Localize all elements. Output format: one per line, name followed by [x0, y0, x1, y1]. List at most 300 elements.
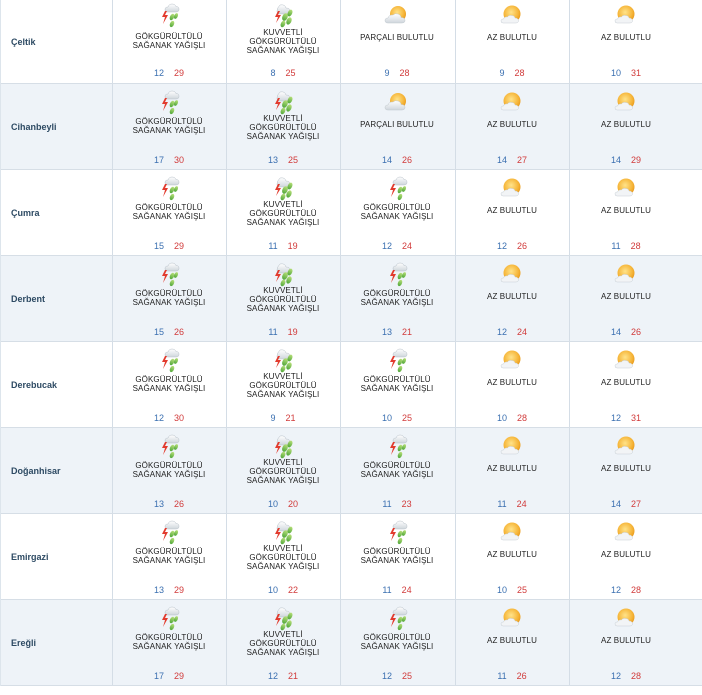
- condition-line: KUVVETLİ: [263, 544, 303, 553]
- heavy-thunder-shower-icon: [270, 520, 296, 546]
- condition-line: AZ BULUTLU: [487, 550, 537, 559]
- temperature-range: [341, 327, 453, 337]
- mostly-sunny-icon: [499, 262, 525, 288]
- temperature-range: [227, 499, 339, 509]
- mostly-sunny-icon: [499, 176, 525, 202]
- forecast-cell: [569, 84, 682, 169]
- temperature-range: [570, 671, 682, 681]
- condition-text: [113, 461, 225, 479]
- temperature-range: [570, 499, 682, 509]
- thunder-shower-icon: [384, 606, 410, 632]
- condition-line: KUVVETLİ: [263, 28, 303, 37]
- min-temperature: 14: [610, 499, 621, 509]
- mostly-sunny-icon: [499, 520, 525, 546]
- min-temperature: 13: [153, 499, 164, 509]
- thunder-shower-icon: [156, 434, 182, 460]
- condition-line: GÖKGÜRÜLTÜLÜ: [363, 461, 431, 470]
- condition-text: [456, 33, 568, 42]
- max-temperature: 24: [517, 327, 528, 337]
- forecast-cell: [112, 514, 225, 599]
- max-temperature: 25: [402, 671, 413, 681]
- max-temperature: 24: [516, 499, 527, 509]
- condition-text: [570, 464, 682, 473]
- temperature-range: [113, 68, 225, 78]
- max-temperature: 28: [631, 671, 642, 681]
- condition-line: GÖKGÜRÜLTÜLÜ: [135, 203, 203, 212]
- max-temperature: 24: [401, 585, 412, 595]
- min-temperature: 10: [381, 413, 392, 423]
- condition-line: AZ BULUTLU: [601, 550, 651, 559]
- condition-line: AZ BULUTLU: [601, 120, 651, 129]
- forecast-cell: [455, 342, 568, 427]
- min-temperature: 11: [497, 499, 507, 509]
- min-temperature: 13: [153, 585, 164, 595]
- condition-text: [341, 120, 453, 129]
- min-temperature: 17: [153, 155, 164, 165]
- temperature-range: [456, 413, 568, 423]
- condition-line: GÖKGÜRÜLTÜLÜ: [135, 461, 203, 470]
- forecast-cell: [226, 170, 339, 255]
- condition-line: AZ BULUTLU: [601, 292, 651, 301]
- city-name[interactable]: Derbent: [11, 293, 46, 304]
- condition-line: AZ BULUTLU: [487, 33, 537, 42]
- forecast-cell: [112, 0, 225, 83]
- forecast-cell: [226, 84, 339, 169]
- condition-line: SAĞANAK YAĞIŞLI: [132, 642, 206, 651]
- condition-line: GÖKGÜRÜLTÜLÜ: [363, 375, 431, 384]
- forecast-cell: [569, 170, 682, 255]
- temperature-range: [456, 585, 568, 595]
- forecast-row: [1, 84, 702, 170]
- condition-line: AZ BULUTLU: [601, 206, 651, 215]
- heavy-thunder-shower-icon: [270, 90, 296, 116]
- forecast-cell: [112, 84, 225, 169]
- condition-line: KUVVETLİ: [263, 458, 303, 467]
- condition-text: [341, 289, 453, 307]
- max-temperature: 29: [174, 68, 185, 78]
- heavy-thunder-shower-icon: [270, 606, 296, 632]
- condition-line: KUVVETLİ: [263, 114, 303, 123]
- condition-line: SAĞANAK YAĞIŞLI: [246, 46, 320, 55]
- min-temperature: 12: [381, 671, 392, 681]
- condition-text: [113, 633, 225, 651]
- max-temperature: 29: [174, 241, 185, 251]
- forecast-cell: [340, 342, 453, 427]
- min-temperature: 14: [610, 155, 621, 165]
- condition-line: KUVVETLİ: [263, 200, 303, 209]
- condition-line: AZ BULUTLU: [487, 464, 537, 473]
- forecast-cell: [569, 256, 682, 341]
- city-name[interactable]: Çeltik: [11, 36, 36, 47]
- condition-line: SAĞANAK YAĞIŞLI: [360, 470, 434, 479]
- condition-line: SAĞANAK YAĞIŞLI: [246, 648, 320, 657]
- mostly-sunny-icon: [499, 348, 525, 374]
- min-temperature: 12: [610, 413, 621, 423]
- min-temperature: 9: [384, 68, 390, 78]
- max-temperature: 28: [514, 68, 525, 78]
- temperature-range: [227, 155, 339, 165]
- forecast-row: [1, 514, 702, 600]
- condition-line: GÖKGÜRÜLTÜLÜ: [135, 375, 203, 384]
- condition-text: [227, 372, 339, 399]
- forecast-cell: [226, 342, 339, 427]
- heavy-thunder-shower-icon: [270, 3, 296, 29]
- condition-text: [570, 292, 682, 301]
- temperature-range: [227, 585, 339, 595]
- max-temperature: 29: [174, 671, 185, 681]
- temperature-range: [113, 671, 225, 681]
- condition-line: SAĞANAK YAĞIŞLI: [246, 132, 320, 141]
- city-name[interactable]: Doğanhisar: [11, 465, 61, 476]
- condition-line: GÖKGÜRÜLTÜLÜ: [135, 547, 203, 556]
- condition-line: SAĞANAK YAĞIŞLI: [246, 218, 320, 227]
- thunder-shower-icon: [156, 520, 182, 546]
- condition-line: SAĞANAK YAĞIŞLI: [132, 298, 206, 307]
- partly-cloudy-icon: [384, 90, 410, 116]
- condition-text: [341, 547, 453, 565]
- temperature-range: [113, 585, 225, 595]
- min-temperature: 15: [153, 327, 164, 337]
- min-temperature: 11: [382, 585, 392, 595]
- forecast-cell: [455, 428, 568, 513]
- condition-line: GÖKGÜRÜLTÜLÜ: [249, 553, 317, 562]
- max-temperature: 28: [631, 585, 642, 595]
- min-temperature: 11: [268, 327, 278, 337]
- max-temperature: 26: [517, 241, 528, 251]
- forecast-cell: [455, 514, 568, 599]
- mostly-sunny-icon: [499, 606, 525, 632]
- mostly-sunny-icon: [613, 3, 639, 29]
- condition-line: AZ BULUTLU: [601, 378, 651, 387]
- forecast-cell: [569, 342, 682, 427]
- temperature-range: [113, 241, 225, 251]
- temperature-range: [570, 68, 682, 78]
- thunder-shower-icon: [156, 606, 182, 632]
- max-temperature: 28: [630, 241, 641, 251]
- thunder-shower-icon: [384, 262, 410, 288]
- temperature-range: [456, 155, 568, 165]
- temperature-range: [341, 241, 453, 251]
- max-temperature: 25: [402, 413, 413, 423]
- max-temperature: 30: [174, 155, 185, 165]
- min-temperature: 10: [267, 499, 278, 509]
- temperature-range: [227, 68, 339, 78]
- temperature-range: [341, 499, 453, 509]
- condition-text: [113, 32, 225, 50]
- temperature-range: [341, 413, 453, 423]
- condition-text: [456, 464, 568, 473]
- min-temperature: 11: [382, 499, 392, 509]
- forecast-cell: [340, 600, 453, 685]
- condition-line: SAĞANAK YAĞIŞLI: [132, 41, 206, 50]
- condition-text: [227, 114, 339, 141]
- temperature-range: [570, 585, 682, 595]
- max-temperature: 21: [285, 413, 296, 423]
- condition-text: [227, 544, 339, 571]
- max-temperature: 25: [285, 68, 296, 78]
- temperature-range: [456, 241, 568, 251]
- condition-text: [113, 203, 225, 221]
- condition-text: [341, 203, 453, 221]
- thunder-shower-icon: [156, 348, 182, 374]
- min-temperature: 13: [267, 155, 278, 165]
- thunder-shower-icon: [384, 348, 410, 374]
- condition-line: GÖKGÜRÜLTÜLÜ: [363, 203, 431, 212]
- forecast-cell: [340, 84, 453, 169]
- condition-line: GÖKGÜRÜLTÜLÜ: [363, 633, 431, 642]
- min-temperature: 12: [496, 241, 507, 251]
- max-temperature: 29: [174, 585, 185, 595]
- max-temperature: 24: [402, 241, 413, 251]
- forecast-row: [1, 428, 702, 514]
- forecast-cell: [226, 428, 339, 513]
- temperature-range: [227, 327, 339, 337]
- condition-text: [456, 292, 568, 301]
- condition-text: [227, 28, 339, 55]
- max-temperature: 25: [517, 585, 528, 595]
- forecast-cell: [455, 256, 568, 341]
- max-temperature: 31: [631, 68, 642, 78]
- forecast-cell: [226, 600, 339, 685]
- min-temperature: 10: [267, 585, 278, 595]
- thunder-shower-icon: [156, 176, 182, 202]
- min-temperature: 12: [610, 585, 621, 595]
- temperature-range: [570, 155, 682, 165]
- temperature-range: [456, 327, 568, 337]
- condition-line: KUVVETLİ: [263, 286, 303, 295]
- condition-line: GÖKGÜRÜLTÜLÜ: [249, 467, 317, 476]
- temperature-range: [341, 585, 453, 595]
- min-temperature: 12: [153, 68, 164, 78]
- thunder-shower-icon: [384, 176, 410, 202]
- forecast-row: [1, 342, 702, 428]
- min-temperature: 10: [610, 68, 621, 78]
- min-temperature: 12: [153, 413, 164, 423]
- forecast-cell: [226, 514, 339, 599]
- forecast-cell: [226, 256, 339, 341]
- condition-line: SAĞANAK YAĞIŞLI: [246, 476, 320, 485]
- temperature-range: [227, 671, 339, 681]
- temperature-range: [113, 327, 225, 337]
- city-name[interactable]: Cihanbeyli: [11, 121, 57, 132]
- forecast-row: [1, 170, 702, 256]
- min-temperature: 12: [381, 241, 392, 251]
- condition-line: GÖKGÜRÜLTÜLÜ: [249, 209, 317, 218]
- condition-line: PARÇALI BULUTLU: [360, 120, 434, 129]
- city-name[interactable]: Ereğli: [11, 637, 37, 648]
- condition-text: [113, 117, 225, 135]
- max-temperature: 26: [402, 155, 413, 165]
- condition-line: GÖKGÜRÜLTÜLÜ: [249, 37, 317, 46]
- forecast-cell: [569, 514, 682, 599]
- thunder-shower-icon: [156, 90, 182, 116]
- condition-line: AZ BULUTLU: [487, 120, 537, 129]
- city-name[interactable]: Emirgazi: [11, 551, 49, 562]
- forecast-cell: [455, 600, 568, 685]
- temperature-range: [341, 68, 453, 78]
- min-temperature: 12: [610, 671, 621, 681]
- min-temperature: 12: [496, 327, 507, 337]
- mostly-sunny-icon: [499, 3, 525, 29]
- condition-line: SAĞANAK YAĞIŞLI: [132, 556, 206, 565]
- max-temperature: 27: [517, 155, 528, 165]
- forecast-row: [1, 256, 702, 342]
- condition-text: [570, 33, 682, 42]
- heavy-thunder-shower-icon: [270, 434, 296, 460]
- condition-line: GÖKGÜRÜLTÜLÜ: [135, 117, 203, 126]
- condition-text: [341, 461, 453, 479]
- mostly-sunny-icon: [613, 262, 639, 288]
- condition-text: [113, 289, 225, 307]
- min-temperature: 14: [496, 155, 507, 165]
- condition-text: [341, 633, 453, 651]
- forecast-cell: [112, 342, 225, 427]
- mostly-sunny-icon: [613, 606, 639, 632]
- forecast-row: [1, 600, 702, 686]
- condition-line: GÖKGÜRÜLTÜLÜ: [363, 289, 431, 298]
- condition-line: KUVVETLİ: [263, 372, 303, 381]
- condition-text: [456, 550, 568, 559]
- temperature-range: [456, 499, 568, 509]
- max-temperature: 30: [174, 413, 185, 423]
- heavy-thunder-shower-icon: [270, 262, 296, 288]
- min-temperature: 10: [496, 413, 507, 423]
- temperature-range: [570, 327, 682, 337]
- min-temperature: 12: [267, 671, 278, 681]
- mostly-sunny-icon: [613, 90, 639, 116]
- condition-line: AZ BULUTLU: [487, 206, 537, 215]
- max-temperature: 29: [631, 155, 642, 165]
- condition-line: SAĞANAK YAĞIŞLI: [360, 642, 434, 651]
- min-temperature: 11: [611, 241, 621, 251]
- condition-line: SAĞANAK YAĞIŞLI: [132, 212, 206, 221]
- forecast-cell: [569, 600, 682, 685]
- forecast-cell: [340, 256, 453, 341]
- thunder-shower-icon: [156, 262, 182, 288]
- forecast-cell: [340, 0, 453, 83]
- condition-line: AZ BULUTLU: [601, 464, 651, 473]
- condition-text: [341, 33, 453, 42]
- temperature-range: [456, 68, 568, 78]
- condition-line: GÖKGÜRÜLTÜLÜ: [135, 289, 203, 298]
- mostly-sunny-icon: [613, 520, 639, 546]
- condition-line: SAĞANAK YAĞIŞLI: [360, 384, 434, 393]
- condition-line: GÖKGÜRÜLTÜLÜ: [249, 123, 317, 132]
- condition-line: GÖKGÜRÜLTÜLÜ: [249, 639, 317, 648]
- condition-text: [570, 378, 682, 387]
- mostly-sunny-icon: [613, 434, 639, 460]
- condition-line: SAĞANAK YAĞIŞLI: [132, 384, 206, 393]
- max-temperature: 19: [287, 241, 298, 251]
- min-temperature: 17: [153, 671, 164, 681]
- max-temperature: 20: [288, 499, 299, 509]
- thunder-shower-icon: [384, 520, 410, 546]
- forecast-cell: [340, 170, 453, 255]
- condition-line: GÖKGÜRÜLTÜLÜ: [135, 32, 203, 41]
- max-temperature: 23: [401, 499, 412, 509]
- condition-line: GÖKGÜRÜLTÜLÜ: [249, 381, 317, 390]
- forecast-cell: [112, 256, 225, 341]
- condition-text: [227, 458, 339, 485]
- mostly-sunny-icon: [499, 434, 525, 460]
- condition-line: AZ BULUTLU: [601, 33, 651, 42]
- temperature-range: [341, 671, 453, 681]
- forecast-cell: [340, 428, 453, 513]
- max-temperature: 26: [516, 671, 527, 681]
- city-name[interactable]: Derebucak: [11, 379, 58, 390]
- temperature-range: [227, 413, 339, 423]
- condition-text: [227, 200, 339, 227]
- condition-text: [113, 547, 225, 565]
- condition-text: [570, 206, 682, 215]
- forecast-row: [1, 0, 702, 84]
- min-temperature: 14: [610, 327, 621, 337]
- condition-text: [570, 636, 682, 645]
- temperature-range: [456, 671, 568, 681]
- condition-text: [227, 286, 339, 313]
- condition-line: SAĞANAK YAĞIŞLI: [360, 298, 434, 307]
- min-temperature: 11: [497, 671, 507, 681]
- mostly-sunny-icon: [499, 90, 525, 116]
- max-temperature: 26: [174, 499, 185, 509]
- condition-text: [456, 120, 568, 129]
- city-name[interactable]: Çumra: [11, 207, 40, 218]
- max-temperature: 19: [287, 327, 298, 337]
- max-temperature: 21: [402, 327, 413, 337]
- max-temperature: 25: [288, 155, 299, 165]
- temperature-range: [341, 155, 453, 165]
- min-temperature: 14: [381, 155, 392, 165]
- min-temperature: 9: [270, 413, 276, 423]
- temperature-range: [227, 241, 339, 251]
- min-temperature: 10: [496, 585, 507, 595]
- min-temperature: 13: [381, 327, 392, 337]
- condition-text: [570, 120, 682, 129]
- condition-line: SAĞANAK YAĞIŞLI: [246, 304, 320, 313]
- max-temperature: 26: [631, 327, 642, 337]
- condition-text: [456, 378, 568, 387]
- condition-text: [570, 550, 682, 559]
- temperature-range: [113, 499, 225, 509]
- condition-line: SAĞANAK YAĞIŞLI: [360, 212, 434, 221]
- mostly-sunny-icon: [613, 348, 639, 374]
- temperature-range: [113, 155, 225, 165]
- min-temperature: 11: [268, 241, 278, 251]
- condition-line: AZ BULUTLU: [601, 636, 651, 645]
- condition-line: KUVVETLİ: [263, 630, 303, 639]
- condition-line: AZ BULUTLU: [487, 636, 537, 645]
- forecast-cell: [455, 84, 568, 169]
- condition-line: AZ BULUTLU: [487, 378, 537, 387]
- thunder-shower-icon: [384, 434, 410, 460]
- max-temperature: 26: [174, 327, 185, 337]
- forecast-cell: [226, 0, 339, 83]
- condition-text: [341, 375, 453, 393]
- max-temperature: 21: [288, 671, 299, 681]
- condition-line: PARÇALI BULUTLU: [360, 33, 434, 42]
- min-temperature: 8: [270, 68, 276, 78]
- condition-line: SAĞANAK YAĞIŞLI: [360, 556, 434, 565]
- condition-text: [456, 206, 568, 215]
- thunder-shower-icon: [156, 3, 182, 29]
- mostly-sunny-icon: [613, 176, 639, 202]
- forecast-cell: [112, 600, 225, 685]
- max-temperature: 31: [631, 413, 642, 423]
- forecast-cell: [455, 170, 568, 255]
- min-temperature: 15: [153, 241, 164, 251]
- forecast-cell: [112, 170, 225, 255]
- condition-line: GÖKGÜRÜLTÜLÜ: [135, 633, 203, 642]
